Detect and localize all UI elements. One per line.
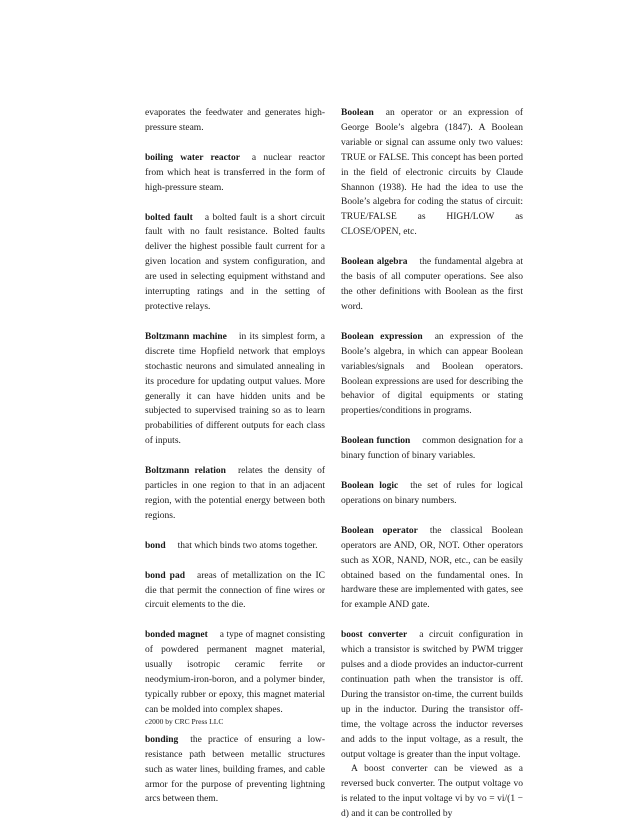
right-column xyxy=(341,106,523,822)
entry-boolean-algebra xyxy=(341,255,523,315)
entry-definition: that which binds two atoms together. xyxy=(177,540,318,551)
entry-bonded-magnet xyxy=(145,628,325,717)
copyright-footer: c2000 by CRC Press LLC xyxy=(145,717,224,726)
entry-definition: the practice of ensuring a low-resistance path between metallic structures such as water lines, building frames, and cable armor for the purpose of preventing lightning arcs between them. xyxy=(145,734,325,805)
entry-term: bond pad xyxy=(145,570,185,581)
entry-definition: in its simplest form, a discrete time Hopfield network that employs stochastic neurons and simulated annealing in its procedure for updating output values. More generally it can have hidden units and be subjected to supervised training so as to learn probabilities of different outputs for each class of inputs. xyxy=(145,331,326,447)
entry-boolean-expression xyxy=(341,330,523,419)
entry-term: boost converter xyxy=(341,630,408,641)
entry-term: Boolean function xyxy=(341,436,411,447)
entry-term: Boltzmann relation xyxy=(145,466,226,477)
entry-term: bond xyxy=(145,540,166,551)
entry-boolean xyxy=(341,106,523,240)
entry-boltzmann-relation xyxy=(145,464,325,524)
continuation-text: evaporates the feedwater and generates high-pressure steam. xyxy=(145,108,325,133)
entry-bond-pad xyxy=(145,569,325,614)
entry-definition: a bolted fault is a short circuit fault with no fault resistance. Bolted faults deliver the highest possible fault current for a given location and system configuration, and are used in selecting equipment withstand and interrupting ratings and in the setting of protective relays. xyxy=(145,212,325,312)
entry-term: bonding xyxy=(145,734,179,745)
entry-boiling-water-reactor xyxy=(145,151,325,196)
entry-definition: a circuit configuration in which a transistor is switched by PWM trigger pulses and a diode provides an inductor-current continuation path when the transistor is off. During the transistor on-time, the current builds up in the inductor. During the transistor off-time, the voltage across the inductor reverses and adds to the input voltage, as a result, the output voltage is greater than the input voltage. xyxy=(341,630,523,760)
entry-term: bonded magnet xyxy=(145,630,208,641)
entry-definition: common designation for a binary function of binary variables. xyxy=(341,436,523,462)
entry-definition: an operator or an expression of George Boole’s algebra (1847). A Boolean variable or signal can assume only two values: TRUE or FALSE. This concept has been ported in the field of electronic circuits by Claude Shannon (1938). He had the idea to use the Boole’s algebra for coding the status of circuit: TRUE/FALSE as HIGH/LOW as CLOSE/OPEN, etc. xyxy=(341,108,523,238)
entry-term: Boolean logic xyxy=(341,481,399,492)
entry-term: Boolean xyxy=(341,108,374,118)
entry-boolean-logic xyxy=(341,479,523,509)
entry-bonding xyxy=(145,733,325,808)
entry-definition: the fundamental algebra at the basis of all computer operations. See also the other definitions with Boolean as the first word. xyxy=(341,257,523,312)
entry-term: Boolean algebra xyxy=(341,257,408,268)
entry-term: Boltzmann machine xyxy=(145,331,227,342)
entry-boolean-function xyxy=(341,434,523,464)
entry-term: Boolean operator xyxy=(341,525,418,536)
entry-definition: areas of metallization on the IC die that permit the connection of fine wires or circuit elements to the die. xyxy=(145,570,325,611)
entry-boolean-operator xyxy=(341,524,523,613)
entry-definition: the set of rules for logical operations on binary numbers. xyxy=(341,481,523,506)
entry-bond xyxy=(145,539,325,554)
entry-definition: the classical Boolean operators are AND, OR, NOT. Other operators such as XOR, NAND, NOR, etc., can be easily obtained based on the fundamental ones. In hardware these are implemented with gates, see for example AND gate. xyxy=(341,525,523,611)
entry-bolted-fault xyxy=(145,211,325,315)
entry-term: Boolean expression xyxy=(341,331,423,342)
entry-term: bolted fault xyxy=(145,212,193,223)
entry-boltzmann-machine xyxy=(145,330,325,449)
entry-definition: relates the density of particles in one region to that in an adjacent region, with the potential energy between both regions. xyxy=(145,466,325,521)
entry-definition: an expression of the Boole’s algebra, in which can appear Boolean variables/signals and Boolean operators. Boolean expressions are used for describing the behavior of digital equipments or stating properties/conditions in programs. xyxy=(341,331,523,417)
entry-definition: a nuclear reactor from which heat is transferred in the form of high-pressure steam. xyxy=(145,152,325,193)
entry-term: boiling water reactor xyxy=(145,152,240,163)
boost-converter-paragraph: A boost converter can be viewed as a reversed buck converter. The output voltage vo is related to the input voltage vi by vo = vi/(1 − d) and it can be controlled by xyxy=(341,764,523,820)
left-column xyxy=(145,106,325,807)
entry-boost-converter xyxy=(341,628,523,762)
entry-definition: a type of magnet consisting of powdered permanent magnet material, usually isotropic ceramic ferrite or neodymium-iron-boron, and a polymer binder, typically rubber or epoxy, this magnet material can be molded into complex shapes. xyxy=(145,630,325,715)
